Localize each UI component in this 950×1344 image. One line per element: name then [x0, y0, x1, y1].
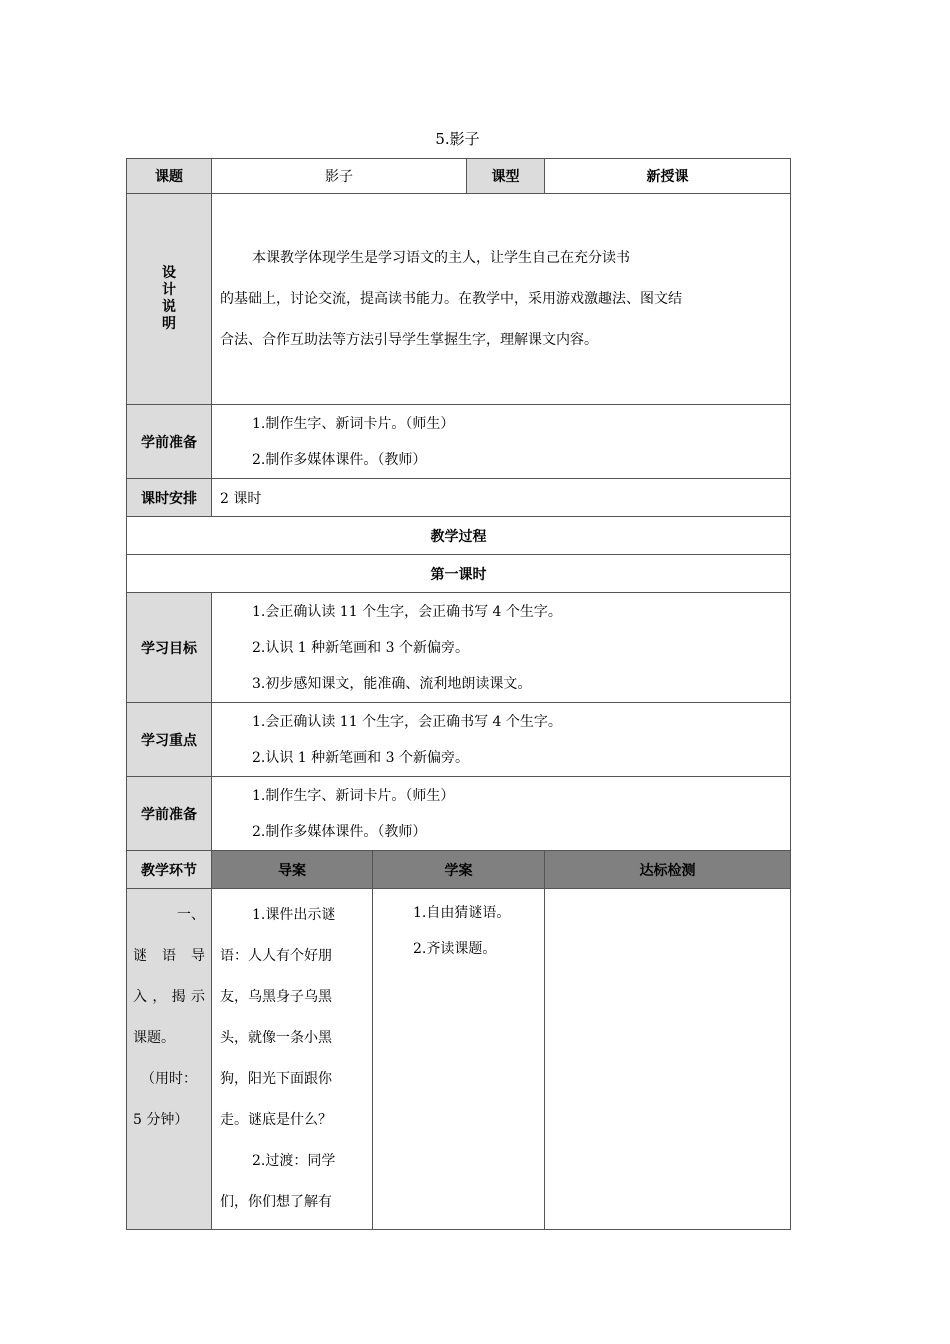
step1-row	[127, 889, 791, 1230]
type-value: 新授课	[545, 159, 791, 194]
topic-label: 课题	[127, 159, 212, 194]
prep2-row	[127, 777, 791, 851]
stage-line: 课题。	[133, 1030, 175, 1046]
design-row	[127, 194, 791, 405]
learn-line: 2.齐读课题。	[413, 941, 497, 957]
prep-row	[127, 405, 791, 479]
design-label: 设计说明	[162, 265, 176, 332]
learn-header: 学案	[373, 851, 545, 889]
design-label-cell	[127, 194, 212, 405]
guide-line: 头，就像一条小黑	[220, 1030, 332, 1046]
stage-line: 入，揭示	[133, 989, 205, 1005]
goals-row	[127, 593, 791, 703]
prep2-content	[212, 777, 791, 851]
type-label: 课型	[467, 159, 545, 194]
prep-item: 1.制作生字、新词卡片。（师生）	[252, 415, 455, 432]
steps-header-row	[127, 851, 791, 889]
goal-item: 1.会正确认读 11 个生字，会正确书写 4 个生字。	[252, 603, 562, 620]
focus-label: 学习重点	[127, 703, 212, 777]
guide-header: 导案	[212, 851, 373, 889]
stage-line: 谜语导	[133, 948, 205, 964]
schedule-value: 2 课时	[212, 479, 791, 517]
step1-check	[545, 889, 791, 1230]
stage-line: 5 分钟）	[133, 1112, 189, 1128]
prep-content	[212, 405, 791, 479]
guide-line: 狗，阳光下面跟你	[220, 1071, 332, 1087]
guide-line: 走。谜底是什么？	[220, 1112, 332, 1128]
guide-line: 友，乌黑身子乌黑	[220, 989, 332, 1005]
step-header: 教学环节	[127, 851, 212, 889]
process-title-row	[127, 517, 791, 555]
design-line: 合法、合作互助法等方法引导学生掌握生字，理解课文内容。	[220, 331, 598, 348]
lesson-row	[127, 555, 791, 593]
guide-line: 1.课件出示谜	[252, 907, 336, 923]
step1-stage	[127, 889, 212, 1230]
header-row	[127, 159, 791, 194]
prep-label: 学前准备	[127, 405, 212, 479]
prep2-label: 学前准备	[127, 777, 212, 851]
goal-item: 2.认识 1 种新笔画和 3 个新偏旁。	[252, 639, 469, 656]
focus-content	[212, 703, 791, 777]
goals-content	[212, 593, 791, 703]
prep2-item: 1.制作生字、新词卡片。（师生）	[252, 787, 455, 804]
goals-label: 学习目标	[127, 593, 212, 703]
step1-guide	[212, 889, 373, 1230]
goal-item: 3.初步感知课文，能准确、流利地朗读课文。	[252, 675, 532, 692]
focus-row	[127, 703, 791, 777]
check-header: 达标检测	[545, 851, 791, 889]
lesson-title: 第一课时	[127, 555, 791, 593]
stage-line: （用时：	[141, 1071, 197, 1087]
learn-line: 1.自由猜谜语。	[413, 905, 511, 921]
schedule-label: 课时安排	[127, 479, 212, 517]
guide-line: 语：人人有个好朋	[220, 948, 332, 964]
stage-line: 一、	[177, 907, 205, 923]
design-text	[212, 194, 791, 405]
process-title: 教学过程	[127, 517, 791, 555]
lesson-plan-table	[126, 158, 791, 1230]
focus-item: 1.会正确认读 11 个生字，会正确书写 4 个生字。	[252, 713, 562, 730]
design-line: 本课教学体现学生是学习语文的主人，让学生自己在充分读书	[252, 249, 630, 266]
prep-item: 2.制作多媒体课件。（教师）	[252, 451, 427, 468]
design-line: 的基础上，讨论交流，提高读书能力。在教学中，采用游戏激趣法、图文结	[220, 290, 682, 307]
focus-item: 2.认识 1 种新笔画和 3 个新偏旁。	[252, 749, 469, 766]
guide-line: 2.过渡：同学	[252, 1153, 336, 1169]
document-title: 5.影子	[435, 130, 480, 148]
step1-learn	[373, 889, 545, 1230]
guide-line: 们，你们想了解有	[220, 1194, 332, 1210]
topic-value: 影子	[212, 159, 467, 194]
schedule-row	[127, 479, 791, 517]
prep2-item: 2.制作多媒体课件。（教师）	[252, 823, 427, 840]
